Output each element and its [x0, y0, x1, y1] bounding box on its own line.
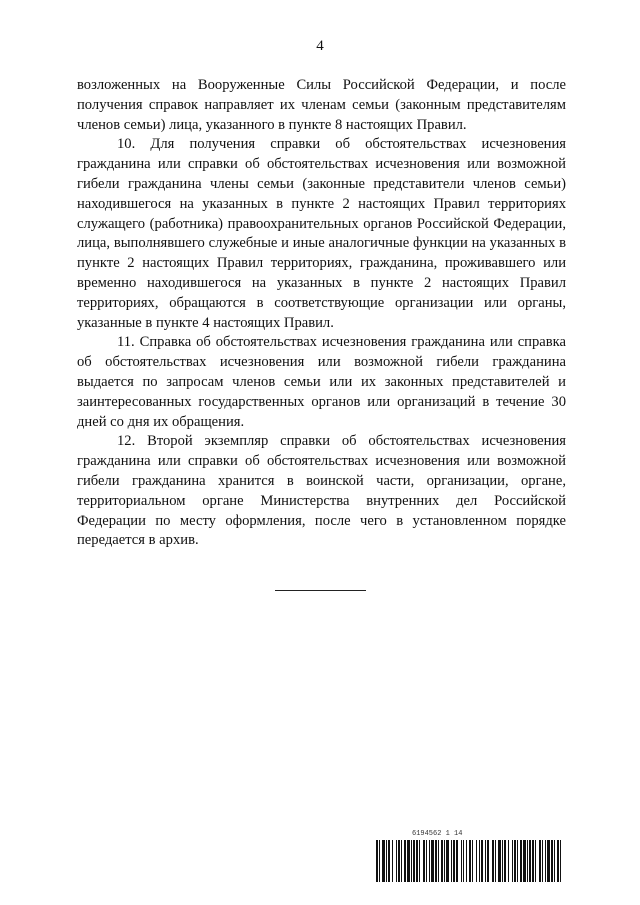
paragraph-continuation: возложенных на Вооруженные Силы Российской Федерации, и после получения справок направляет их членам семьи (законным представителям членов семьи) лица, указанного в пункте 8 настоящих Правил. [77, 77, 566, 133]
paragraph-11: 11. Справка об обстоятельствах исчезновения гражданина или справка об обстоятельствах исчезновения или возможной гибели гражданина выдается по запросам членов семьи или их законных представителей и заинтересованных государственных органов или организаций в течение 30 дней со дня их обращения. [77, 334, 566, 430]
end-divider [275, 590, 366, 591]
paragraph-12: 12. Второй экземпляр справки об обстоятельствах исчезновения гражданина или справки об обстоятельствах исчезновения или возможной гибели гражданина хранится в воинской части, организации, органе, территориальном органе Министерства внутренних дел Российской Федерации по месту оформления, после чего в установленном порядке передается в архив. [77, 433, 566, 549]
barcode-block [376, 830, 562, 882]
barcode-icon [376, 840, 562, 882]
barcode-id: 6194562 1 14 [412, 830, 463, 838]
document-body [77, 76, 566, 551]
paragraph-10: 10. Для получения справки об обстоятельствах исчезновения гражданина или справки об обстоятельствах исчезновения или возможной гибели гражданина члены семьи (законные представители членов семьи) находившегося на указанных в пункте 2 настоящих Правил территориях служащего (работника) правоохранительных органов Российской Федерации, лица, выполнявшего служебные и иные аналогичные функции на указанных в пункте 2 настоящих Правил территориях, гражданина, проживавшего или временно находившегося на указанных в пункте 2 настоящих Правил территориях, обращаются в соответствующие организации или органы, указанные в пункте 4 настоящих Правил. [77, 136, 566, 331]
page-number: 4 [316, 38, 324, 54]
